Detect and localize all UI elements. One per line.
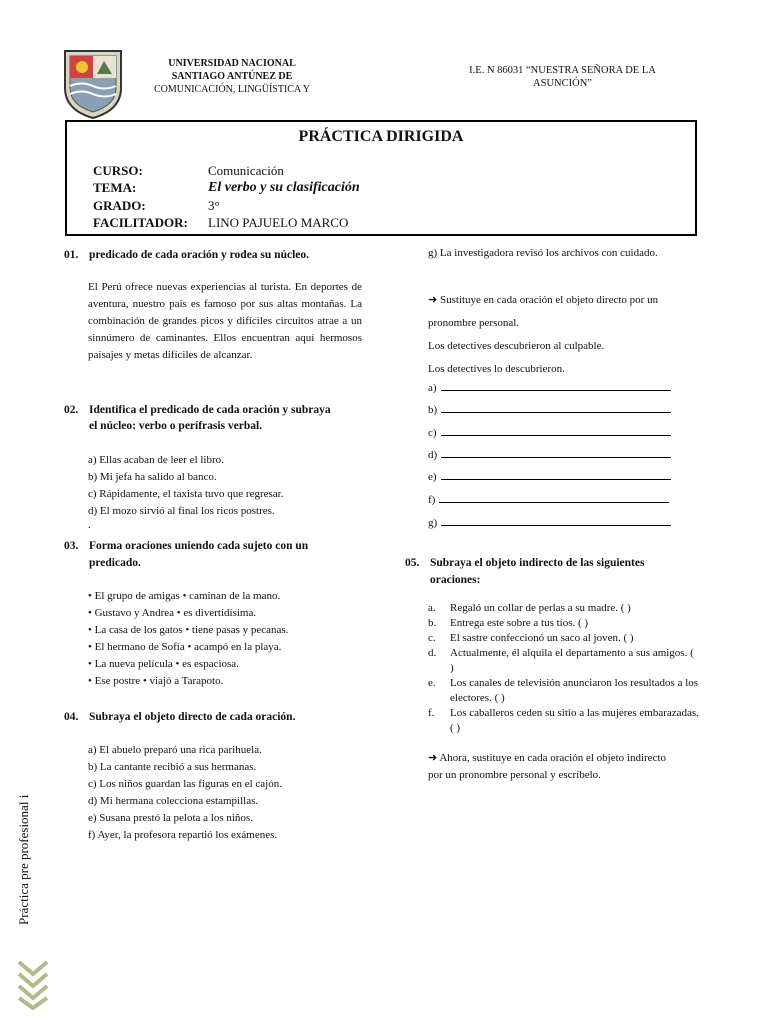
stray-dot: . xyxy=(88,519,91,531)
list-item: • El grupo de amigas • caminan de la mano. xyxy=(88,590,281,602)
q05-item-d xyxy=(428,646,708,676)
list-item: • La casa de los gatos • tiene pasas y pecanas. xyxy=(88,624,289,636)
q01-heading xyxy=(64,247,374,265)
blank-line[interactable] xyxy=(428,489,669,511)
instruction-2-line1: ➜ Ahora, sustituye en cada oración el objeto indirecto xyxy=(428,752,667,764)
tema-label: TEMA: xyxy=(93,180,137,195)
list-item: e) Susana prestó la pelota a los niños. xyxy=(88,812,253,824)
item-text: Entrega este sobre a tus tíos. ( ) xyxy=(450,617,589,629)
q02-heading xyxy=(64,402,374,436)
list-item: a) Ellas acaban de leer el libro. xyxy=(88,454,224,466)
blank-label: f) xyxy=(428,494,436,506)
list-item: f) Ayer, la profesora repartió los exámenes. xyxy=(88,829,278,841)
chevron-down-icon xyxy=(16,958,50,1010)
list-item: • Ese postre • viajó a Tarapoto. xyxy=(88,675,224,687)
q01-number: 01. xyxy=(64,249,79,261)
facilitador-label: FACILITADOR: xyxy=(93,215,188,230)
q02-title-line2: el núcleo: verbo o perífrasis verbal. xyxy=(89,420,263,432)
list-item: b) La cantante recibió a sus hermanas. xyxy=(88,761,257,773)
blank-underline xyxy=(441,426,671,436)
example-1: Los detectives descubrieron al culpable. xyxy=(428,340,605,352)
item-letter: e. xyxy=(428,677,436,689)
list-item: • La nueva película • es espaciosa. xyxy=(88,658,239,670)
item-text: Los canales de televisión anunciaron los resultados a los electores. ( ) xyxy=(450,677,699,704)
list-item: c) Los niños guardan las figuras en el cajón. xyxy=(88,778,282,790)
q01-paragraph: El Perú ofrece nuevas experiencias al turista. En deportes de aventura, nuestro país es famoso por sus altas montañas. La combinación de grandes picos y difíciles circuitos atrae a un sinnúmero de caminantes. Ellos encuentran aquí hermosos paisajes y metas difíciles de alcanzar. xyxy=(88,281,362,361)
q05-item-e xyxy=(428,676,708,706)
q05-item-f xyxy=(428,706,708,736)
blank-label: g) xyxy=(428,517,438,529)
item-letter: d. xyxy=(428,647,437,659)
page-title: PRÁCTICA DIRIGIDA xyxy=(298,128,464,145)
item-letter: c. xyxy=(428,632,436,644)
q05-number: 05. xyxy=(405,557,420,569)
item-letter: a. xyxy=(428,602,436,614)
instruction-2 xyxy=(428,750,728,784)
q04-heading xyxy=(64,709,374,727)
q04-number: 04. xyxy=(64,711,79,723)
curso-label: CURSO: xyxy=(93,163,143,178)
q03-heading xyxy=(64,538,374,572)
school-line1: I.E. N 86031 “NUESTRA SEÑORA DE LA xyxy=(469,65,656,76)
list-item: • Gustavo y Andrea • es divertidísima. xyxy=(88,607,257,619)
info-box xyxy=(65,120,697,236)
q05-title-line2: oraciones: xyxy=(430,574,481,586)
blank-label: e) xyxy=(428,471,437,483)
blank-label: a) xyxy=(428,382,437,394)
school-line2: ASUNCIÓN” xyxy=(533,78,592,89)
side-footer-text: Práctica pre profesional i xyxy=(16,794,31,925)
q03-title-line2: predicado. xyxy=(89,557,141,569)
blank-label: b) xyxy=(428,404,438,416)
blank-underline xyxy=(441,470,671,480)
list-item: a) El abuelo preparó una rica parihuela. xyxy=(88,744,262,756)
q05-heading xyxy=(405,555,705,589)
grado-label: GRADO: xyxy=(93,198,146,213)
school-header xyxy=(455,64,670,90)
q05-item-c xyxy=(428,631,708,646)
university-seal-icon xyxy=(62,48,124,120)
item-letter: b. xyxy=(428,617,437,629)
blank-label: d) xyxy=(428,449,438,461)
university-header xyxy=(132,57,332,96)
blank-underline xyxy=(441,403,671,413)
item-text: Actualmente, él alquila el departamento a sus amigos. ( ) xyxy=(450,647,694,674)
blank-underline xyxy=(439,493,669,503)
q04-list xyxy=(88,742,368,844)
item-text: Los caballeros ceden su sitio a las mujeres embarazadas. ( ) xyxy=(450,707,699,734)
blank-line[interactable] xyxy=(428,377,671,399)
blank-line[interactable] xyxy=(428,399,671,421)
q04-title: Subraya el objeto directo de cada oración. xyxy=(89,711,296,723)
blank-label: c) xyxy=(428,427,437,439)
blank-underline xyxy=(441,448,671,458)
university-line1: UNIVERSIDAD NACIONAL xyxy=(168,58,296,69)
university-line3: COMUNICACIÓN, LINGÜÍSTICA Y xyxy=(153,84,310,95)
q03-title-line1: Forma oraciones uniendo cada sujeto con un xyxy=(89,540,309,552)
blank-line[interactable] xyxy=(428,512,671,534)
list-item: d) El mozo sirvió al final los ricos postres. xyxy=(88,505,275,517)
list-item: b) Mi jefa ha salido al banco. xyxy=(88,471,217,483)
blank-line[interactable] xyxy=(428,466,671,488)
instruction-1 xyxy=(428,289,728,381)
q05-item-b xyxy=(428,616,708,631)
university-line2: SANTIAGO ANTÚNEZ DE xyxy=(171,71,293,82)
blank-underline xyxy=(441,381,671,391)
list-item: • El hermano de Sofía • acampó en la playa. xyxy=(88,641,282,653)
facilitador-value: LINO PAJUELO MARCO xyxy=(208,215,349,230)
g-item: g) La investigadora revisó los archivos con cuidado. xyxy=(428,247,658,259)
item-letter: f. xyxy=(428,707,435,719)
q01-title: predicado de cada oración y rodea su núcleo. xyxy=(89,249,309,261)
q03-list xyxy=(88,588,368,690)
q05-item-a xyxy=(428,601,708,616)
list-item: c) Rápidamente, el taxista tuvo que regresar. xyxy=(88,488,284,500)
q05-title-line1: Subraya el objeto indirecto de las siguientes xyxy=(430,557,645,569)
grado-value: 3° xyxy=(208,198,220,213)
tema-value: El verbo y su clasificación xyxy=(208,180,360,195)
q03-number: 03. xyxy=(64,540,79,552)
instruction-1-line2: pronombre personal. xyxy=(428,317,520,329)
instruction-2-line2: por un pronombre personal y escríbelo. xyxy=(428,769,601,781)
q02-list xyxy=(88,452,368,530)
example-2: Los detectives lo descubrieron. xyxy=(428,363,565,375)
q02-title-line1: Identifica el predicado de cada oración y subraya xyxy=(89,404,331,416)
curso-value: Comunicación xyxy=(208,163,284,178)
list-item: d) Mi hermana colecciona estampillas. xyxy=(88,795,259,807)
blank-underline xyxy=(441,516,671,526)
q02-number: 02. xyxy=(64,404,79,416)
item-text: Regaló un collar de perlas a su madre. ( ) xyxy=(450,602,631,614)
item-text: El sastre confeccionó un saco al joven. ( ) xyxy=(450,632,634,644)
blank-line[interactable] xyxy=(428,422,671,444)
blank-line[interactable] xyxy=(428,444,671,466)
instruction-1-line1: ➜ Sustituye en cada oración el objeto directo por un xyxy=(428,294,659,306)
